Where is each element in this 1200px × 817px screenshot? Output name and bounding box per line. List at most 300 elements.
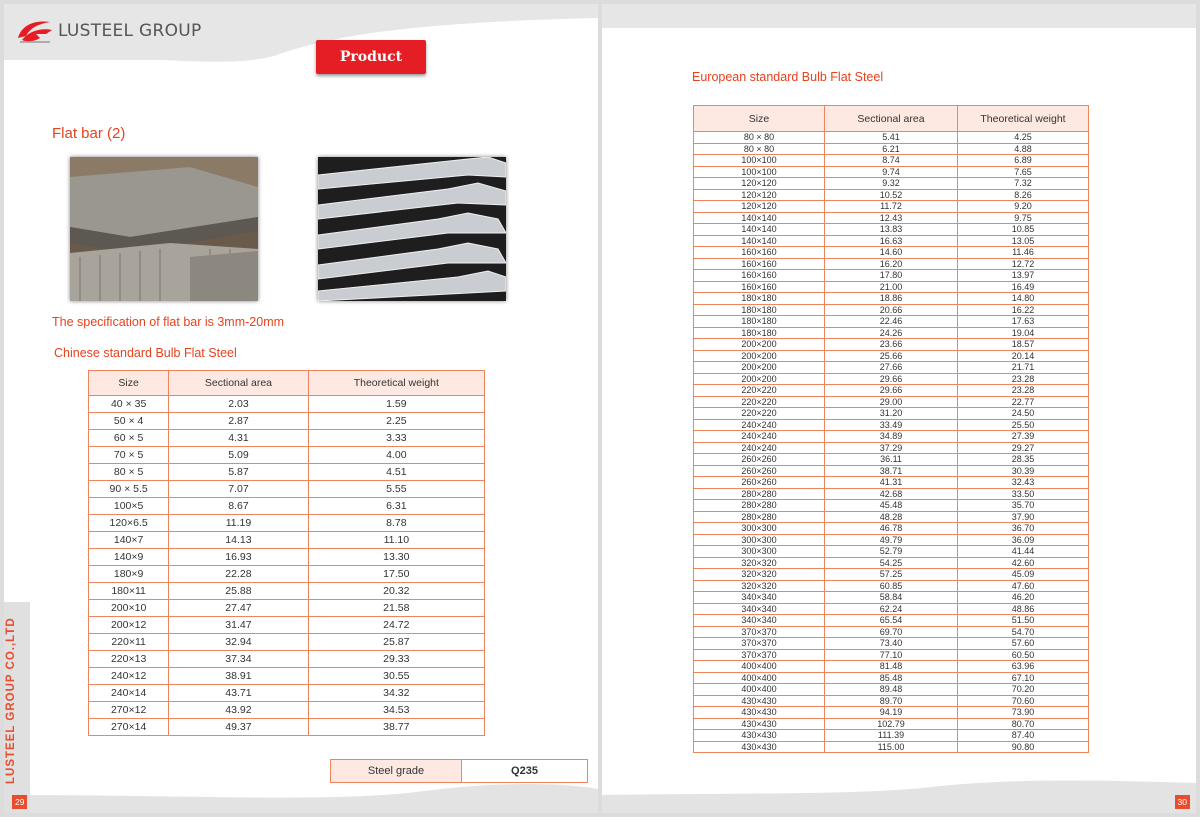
table-row bbox=[89, 447, 485, 464]
top-swoosh-decoration bbox=[602, 4, 1196, 64]
cell-size: 50 × 4 bbox=[89, 413, 169, 430]
table-row bbox=[89, 685, 485, 702]
cell-sectional-area: 102.79 bbox=[825, 718, 958, 730]
cell-theoretical-weight: 22.77 bbox=[958, 396, 1089, 408]
table-row bbox=[694, 695, 1089, 707]
table-row bbox=[694, 373, 1089, 385]
cell-theoretical-weight: 24.72 bbox=[308, 617, 484, 634]
cell-sectional-area: 9.32 bbox=[825, 178, 958, 190]
cell-sectional-area: 49.37 bbox=[169, 719, 308, 736]
cell-sectional-area: 54.25 bbox=[825, 557, 958, 569]
cell-size: 100×100 bbox=[694, 155, 825, 167]
cell-theoretical-weight: 21.58 bbox=[308, 600, 484, 617]
table-row bbox=[694, 615, 1089, 627]
spec-text: The specification of flat bar is 3mm-20mm bbox=[52, 315, 285, 329]
table-header-row bbox=[694, 106, 1089, 132]
cell-sectional-area: 33.49 bbox=[825, 419, 958, 431]
cell-sectional-area: 89.48 bbox=[825, 684, 958, 696]
cell-theoretical-weight: 12.72 bbox=[958, 258, 1089, 270]
cell-sectional-area: 42.68 bbox=[825, 488, 958, 500]
table-row bbox=[694, 189, 1089, 201]
table-row bbox=[89, 617, 485, 634]
table-row bbox=[694, 649, 1089, 661]
cell-size: 220×220 bbox=[694, 396, 825, 408]
cell-sectional-area: 89.70 bbox=[825, 695, 958, 707]
cell-sectional-area: 29.66 bbox=[825, 373, 958, 385]
cell-sectional-area: 58.84 bbox=[825, 592, 958, 604]
table-row bbox=[694, 293, 1089, 305]
table-row bbox=[331, 760, 588, 783]
table-row bbox=[694, 258, 1089, 270]
cell-theoretical-weight: 30.55 bbox=[308, 668, 484, 685]
table-row bbox=[694, 500, 1089, 512]
section-title: Flat bar (2) bbox=[52, 125, 126, 142]
cell-size: 140×140 bbox=[694, 235, 825, 247]
cell-theoretical-weight: 13.97 bbox=[958, 270, 1089, 282]
cell-sectional-area: 24.26 bbox=[825, 327, 958, 339]
cell-sectional-area: 111.39 bbox=[825, 730, 958, 742]
cell-size: 300×300 bbox=[694, 523, 825, 535]
cell-size: 370×370 bbox=[694, 649, 825, 661]
cell-size: 220×220 bbox=[694, 408, 825, 420]
cell-size: 320×320 bbox=[694, 557, 825, 569]
cell-size: 90 × 5.5 bbox=[89, 481, 169, 498]
table-row bbox=[89, 515, 485, 532]
table-row bbox=[694, 592, 1089, 604]
table-row bbox=[694, 603, 1089, 615]
table-row bbox=[89, 634, 485, 651]
cell-size: 430×430 bbox=[694, 730, 825, 742]
cell-size: 120×6.5 bbox=[89, 515, 169, 532]
cell-sectional-area: 45.48 bbox=[825, 500, 958, 512]
cell-theoretical-weight: 16.22 bbox=[958, 304, 1089, 316]
cell-size: 40 × 35 bbox=[89, 396, 169, 413]
table-row bbox=[694, 442, 1089, 454]
cell-theoretical-weight: 4.25 bbox=[958, 132, 1089, 144]
header-sectional-area: Sectional area bbox=[169, 371, 308, 396]
cell-sectional-area: 85.48 bbox=[825, 672, 958, 684]
cell-theoretical-weight: 18.57 bbox=[958, 339, 1089, 351]
cell-sectional-area: 27.47 bbox=[169, 600, 308, 617]
cell-size: 270×12 bbox=[89, 702, 169, 719]
cell-sectional-area: 43.71 bbox=[169, 685, 308, 702]
cell-sectional-area: 77.10 bbox=[825, 649, 958, 661]
cell-size: 370×370 bbox=[694, 626, 825, 638]
cell-theoretical-weight: 25.87 bbox=[308, 634, 484, 651]
table-row bbox=[694, 730, 1089, 742]
cell-sectional-area: 81.48 bbox=[825, 661, 958, 673]
cell-sectional-area: 21.00 bbox=[825, 281, 958, 293]
cell-theoretical-weight: 11.10 bbox=[308, 532, 484, 549]
cell-sectional-area: 16.93 bbox=[169, 549, 308, 566]
cell-sectional-area: 20.66 bbox=[825, 304, 958, 316]
cell-theoretical-weight: 14.80 bbox=[958, 293, 1089, 305]
table-row bbox=[694, 281, 1089, 293]
cell-size: 60 × 5 bbox=[89, 430, 169, 447]
chinese-bulb-flat-table bbox=[88, 370, 485, 736]
table-row bbox=[694, 569, 1089, 581]
cell-theoretical-weight: 17.63 bbox=[958, 316, 1089, 328]
cell-sectional-area: 69.70 bbox=[825, 626, 958, 638]
left-page bbox=[4, 4, 598, 813]
table-row bbox=[694, 327, 1089, 339]
cell-theoretical-weight: 5.55 bbox=[308, 481, 484, 498]
cell-sectional-area: 32.94 bbox=[169, 634, 308, 651]
table-row bbox=[694, 339, 1089, 351]
cell-theoretical-weight: 11.46 bbox=[958, 247, 1089, 259]
cell-theoretical-weight: 25.50 bbox=[958, 419, 1089, 431]
cell-theoretical-weight: 34.32 bbox=[308, 685, 484, 702]
cell-size: 220×13 bbox=[89, 651, 169, 668]
cell-size: 100×5 bbox=[89, 498, 169, 515]
cell-theoretical-weight: 21.71 bbox=[958, 362, 1089, 374]
cell-theoretical-weight: 7.32 bbox=[958, 178, 1089, 190]
cell-size: 400×400 bbox=[694, 661, 825, 673]
cell-sectional-area: 14.13 bbox=[169, 532, 308, 549]
table-row bbox=[694, 178, 1089, 190]
cell-size: 200×10 bbox=[89, 600, 169, 617]
cell-size: 370×370 bbox=[694, 638, 825, 650]
header-theoretical-weight: Theoretical weight bbox=[958, 106, 1089, 132]
table-row bbox=[694, 304, 1089, 316]
cell-theoretical-weight: 29.27 bbox=[958, 442, 1089, 454]
cell-size: 140×7 bbox=[89, 532, 169, 549]
cell-sectional-area: 38.71 bbox=[825, 465, 958, 477]
table-row bbox=[694, 362, 1089, 374]
cell-sectional-area: 94.19 bbox=[825, 707, 958, 719]
header-size: Size bbox=[89, 371, 169, 396]
cell-size: 160×160 bbox=[694, 281, 825, 293]
table-row bbox=[694, 477, 1089, 489]
cell-sectional-area: 57.25 bbox=[825, 569, 958, 581]
cell-theoretical-weight: 73.90 bbox=[958, 707, 1089, 719]
cell-theoretical-weight: 19.04 bbox=[958, 327, 1089, 339]
cell-sectional-area: 46.78 bbox=[825, 523, 958, 535]
table-row bbox=[694, 396, 1089, 408]
cell-sectional-area: 7.07 bbox=[169, 481, 308, 498]
table-row bbox=[694, 224, 1089, 236]
table-row bbox=[694, 511, 1089, 523]
cell-theoretical-weight: 29.33 bbox=[308, 651, 484, 668]
cell-size: 160×160 bbox=[694, 270, 825, 282]
table-row bbox=[694, 201, 1089, 213]
table-row bbox=[694, 523, 1089, 535]
header-size: Size bbox=[694, 106, 825, 132]
cell-theoretical-weight: 51.50 bbox=[958, 615, 1089, 627]
cell-size: 200×12 bbox=[89, 617, 169, 634]
table-row bbox=[694, 132, 1089, 144]
cell-sectional-area: 65.54 bbox=[825, 615, 958, 627]
cell-theoretical-weight: 7.65 bbox=[958, 166, 1089, 178]
cell-theoretical-weight: 33.50 bbox=[958, 488, 1089, 500]
table-row bbox=[694, 212, 1089, 224]
table-row bbox=[89, 583, 485, 600]
cell-size: 180×180 bbox=[694, 327, 825, 339]
cell-sectional-area: 22.46 bbox=[825, 316, 958, 328]
cell-sectional-area: 11.19 bbox=[169, 515, 308, 532]
cell-theoretical-weight: 32.43 bbox=[958, 477, 1089, 489]
cell-theoretical-weight: 4.00 bbox=[308, 447, 484, 464]
table-row bbox=[89, 702, 485, 719]
chinese-table-title: Chinese standard Bulb Flat Steel bbox=[54, 346, 237, 360]
cell-theoretical-weight: 90.80 bbox=[958, 741, 1089, 753]
cell-size: 180×180 bbox=[694, 293, 825, 305]
cell-size: 120×120 bbox=[694, 189, 825, 201]
european-table-body bbox=[694, 132, 1089, 753]
table-row bbox=[694, 626, 1089, 638]
cell-theoretical-weight: 2.25 bbox=[308, 413, 484, 430]
cell-sectional-area: 2.87 bbox=[169, 413, 308, 430]
cell-size: 80 × 80 bbox=[694, 143, 825, 155]
cell-sectional-area: 12.43 bbox=[825, 212, 958, 224]
cell-sectional-area: 16.20 bbox=[825, 258, 958, 270]
cell-size: 160×160 bbox=[694, 258, 825, 270]
table-row bbox=[694, 419, 1089, 431]
cell-sectional-area: 22.28 bbox=[169, 566, 308, 583]
table-row bbox=[89, 719, 485, 736]
company-logo bbox=[16, 18, 202, 44]
cell-size: 240×240 bbox=[694, 442, 825, 454]
table-row bbox=[694, 316, 1089, 328]
table-row bbox=[694, 454, 1089, 466]
cell-theoretical-weight: 23.28 bbox=[958, 373, 1089, 385]
cell-theoretical-weight: 3.33 bbox=[308, 430, 484, 447]
cell-theoretical-weight: 8.26 bbox=[958, 189, 1089, 201]
cell-sectional-area: 115.00 bbox=[825, 741, 958, 753]
cell-theoretical-weight: 6.31 bbox=[308, 498, 484, 515]
cell-theoretical-weight: 36.70 bbox=[958, 523, 1089, 535]
product-label-badge: Product bbox=[316, 40, 426, 74]
table-row bbox=[694, 408, 1089, 420]
table-row bbox=[89, 600, 485, 617]
cell-theoretical-weight: 35.70 bbox=[958, 500, 1089, 512]
table-row bbox=[694, 488, 1089, 500]
cell-size: 300×300 bbox=[694, 534, 825, 546]
cell-theoretical-weight: 13.30 bbox=[308, 549, 484, 566]
table-row bbox=[694, 247, 1089, 259]
table-row bbox=[694, 707, 1089, 719]
cell-size: 320×320 bbox=[694, 580, 825, 592]
cell-sectional-area: 6.21 bbox=[825, 143, 958, 155]
table-row bbox=[694, 270, 1089, 282]
table-row bbox=[694, 718, 1089, 730]
cell-size: 430×430 bbox=[694, 695, 825, 707]
cell-size: 220×220 bbox=[694, 385, 825, 397]
cell-sectional-area: 17.80 bbox=[825, 270, 958, 282]
cell-theoretical-weight: 24.50 bbox=[958, 408, 1089, 420]
cell-sectional-area: 34.89 bbox=[825, 431, 958, 443]
cell-size: 340×340 bbox=[694, 592, 825, 604]
table-row bbox=[694, 534, 1089, 546]
table-row bbox=[89, 668, 485, 685]
cell-sectional-area: 8.67 bbox=[169, 498, 308, 515]
table-row bbox=[694, 580, 1089, 592]
cell-size: 240×240 bbox=[694, 419, 825, 431]
table-row bbox=[694, 741, 1089, 753]
cell-theoretical-weight: 1.59 bbox=[308, 396, 484, 413]
cell-size: 80 × 5 bbox=[89, 464, 169, 481]
lusteel-logo-icon bbox=[16, 18, 54, 44]
cell-theoretical-weight: 63.96 bbox=[958, 661, 1089, 673]
cell-size: 100×100 bbox=[694, 166, 825, 178]
cell-sectional-area: 25.88 bbox=[169, 583, 308, 600]
cell-sectional-area: 2.03 bbox=[169, 396, 308, 413]
cell-sectional-area: 38.91 bbox=[169, 668, 308, 685]
side-company-name: LUSTEEL GROUP CO.,LTD bbox=[5, 617, 17, 784]
cell-size: 200×200 bbox=[694, 350, 825, 362]
cell-sectional-area: 73.40 bbox=[825, 638, 958, 650]
cell-theoretical-weight: 8.78 bbox=[308, 515, 484, 532]
table-row bbox=[694, 143, 1089, 155]
cell-sectional-area: 31.20 bbox=[825, 408, 958, 420]
cell-sectional-area: 14.60 bbox=[825, 247, 958, 259]
cell-theoretical-weight: 9.20 bbox=[958, 201, 1089, 213]
cell-sectional-area: 25.66 bbox=[825, 350, 958, 362]
cell-theoretical-weight: 60.50 bbox=[958, 649, 1089, 661]
cell-sectional-area: 8.74 bbox=[825, 155, 958, 167]
cell-sectional-area: 5.41 bbox=[825, 132, 958, 144]
right-page bbox=[602, 4, 1196, 813]
table-row bbox=[89, 396, 485, 413]
cell-theoretical-weight: 57.60 bbox=[958, 638, 1089, 650]
cell-theoretical-weight: 20.14 bbox=[958, 350, 1089, 362]
cell-sectional-area: 9.74 bbox=[825, 166, 958, 178]
cell-sectional-area: 5.87 bbox=[169, 464, 308, 481]
cell-theoretical-weight: 6.89 bbox=[958, 155, 1089, 167]
table-row bbox=[89, 464, 485, 481]
cell-size: 140×9 bbox=[89, 549, 169, 566]
steel-grade-table bbox=[330, 759, 588, 783]
cell-size: 240×240 bbox=[694, 431, 825, 443]
cell-sectional-area: 13.83 bbox=[825, 224, 958, 236]
cell-size: 430×430 bbox=[694, 718, 825, 730]
cell-size: 320×320 bbox=[694, 569, 825, 581]
table-row bbox=[89, 413, 485, 430]
table-row bbox=[89, 549, 485, 566]
cell-size: 280×280 bbox=[694, 500, 825, 512]
page-number-left: 29 bbox=[12, 795, 27, 809]
cell-sectional-area: 11.72 bbox=[825, 201, 958, 213]
cell-size: 260×260 bbox=[694, 454, 825, 466]
bulb-flat-steel-photo bbox=[318, 157, 506, 301]
cell-sectional-area: 52.79 bbox=[825, 546, 958, 558]
cell-theoretical-weight: 17.50 bbox=[308, 566, 484, 583]
cell-theoretical-weight: 36.09 bbox=[958, 534, 1089, 546]
table-row bbox=[694, 385, 1089, 397]
chinese-table-body bbox=[89, 396, 485, 736]
steel-grade-label: Steel grade bbox=[331, 760, 462, 783]
cell-sectional-area: 5.09 bbox=[169, 447, 308, 464]
table-row bbox=[89, 651, 485, 668]
cell-size: 120×120 bbox=[694, 201, 825, 213]
cell-size: 430×430 bbox=[694, 707, 825, 719]
cell-size: 240×14 bbox=[89, 685, 169, 702]
cell-size: 180×11 bbox=[89, 583, 169, 600]
cell-theoretical-weight: 28.35 bbox=[958, 454, 1089, 466]
cell-theoretical-weight: 87.40 bbox=[958, 730, 1089, 742]
cell-sectional-area: 16.63 bbox=[825, 235, 958, 247]
cell-sectional-area: 4.31 bbox=[169, 430, 308, 447]
cell-sectional-area: 41.31 bbox=[825, 477, 958, 489]
cell-size: 240×12 bbox=[89, 668, 169, 685]
cell-theoretical-weight: 70.20 bbox=[958, 684, 1089, 696]
cell-sectional-area: 18.86 bbox=[825, 293, 958, 305]
cell-theoretical-weight: 37.90 bbox=[958, 511, 1089, 523]
flat-bar-stack-photo bbox=[70, 157, 258, 301]
cell-theoretical-weight: 16.49 bbox=[958, 281, 1089, 293]
cell-sectional-area: 62.24 bbox=[825, 603, 958, 615]
cell-size: 160×160 bbox=[694, 247, 825, 259]
cell-theoretical-weight: 48.86 bbox=[958, 603, 1089, 615]
cell-sectional-area: 37.34 bbox=[169, 651, 308, 668]
table-row bbox=[694, 465, 1089, 477]
cell-size: 200×200 bbox=[694, 362, 825, 374]
cell-sectional-area: 48.28 bbox=[825, 511, 958, 523]
cell-size: 280×280 bbox=[694, 488, 825, 500]
table-row bbox=[694, 235, 1089, 247]
table-row bbox=[694, 166, 1089, 178]
cell-theoretical-weight: 4.88 bbox=[958, 143, 1089, 155]
cell-size: 180×180 bbox=[694, 316, 825, 328]
cell-theoretical-weight: 47.60 bbox=[958, 580, 1089, 592]
cell-sectional-area: 60.85 bbox=[825, 580, 958, 592]
table-row bbox=[694, 546, 1089, 558]
cell-theoretical-weight: 13.05 bbox=[958, 235, 1089, 247]
cell-sectional-area: 10.52 bbox=[825, 189, 958, 201]
cell-theoretical-weight: 20.32 bbox=[308, 583, 484, 600]
cell-sectional-area: 27.66 bbox=[825, 362, 958, 374]
cell-theoretical-weight: 42.60 bbox=[958, 557, 1089, 569]
table-row bbox=[89, 566, 485, 583]
cell-size: 220×11 bbox=[89, 634, 169, 651]
cell-theoretical-weight: 45.09 bbox=[958, 569, 1089, 581]
cell-size: 340×340 bbox=[694, 603, 825, 615]
cell-sectional-area: 37.29 bbox=[825, 442, 958, 454]
cell-theoretical-weight: 30.39 bbox=[958, 465, 1089, 477]
european-table-title: European standard Bulb Flat Steel bbox=[692, 70, 884, 84]
cell-theoretical-weight: 23.28 bbox=[958, 385, 1089, 397]
table-row bbox=[694, 350, 1089, 362]
cell-theoretical-weight: 9.75 bbox=[958, 212, 1089, 224]
cell-size: 140×140 bbox=[694, 212, 825, 224]
cell-sectional-area: 29.00 bbox=[825, 396, 958, 408]
steel-grade-value: Q235 bbox=[462, 760, 588, 783]
table-row bbox=[89, 481, 485, 498]
cell-size: 80 × 80 bbox=[694, 132, 825, 144]
cell-size: 400×400 bbox=[694, 684, 825, 696]
table-row bbox=[694, 557, 1089, 569]
cell-sectional-area: 29.66 bbox=[825, 385, 958, 397]
table-row bbox=[89, 430, 485, 447]
table-header-row bbox=[89, 371, 485, 396]
cell-theoretical-weight: 67.10 bbox=[958, 672, 1089, 684]
cell-size: 120×120 bbox=[694, 178, 825, 190]
cell-sectional-area: 31.47 bbox=[169, 617, 308, 634]
cell-theoretical-weight: 41.44 bbox=[958, 546, 1089, 558]
table-row bbox=[694, 661, 1089, 673]
cell-theoretical-weight: 10.85 bbox=[958, 224, 1089, 236]
cell-theoretical-weight: 80.70 bbox=[958, 718, 1089, 730]
cell-theoretical-weight: 70.60 bbox=[958, 695, 1089, 707]
table-row bbox=[694, 638, 1089, 650]
cell-theoretical-weight: 27.39 bbox=[958, 431, 1089, 443]
table-row bbox=[694, 672, 1089, 684]
cell-size: 300×300 bbox=[694, 546, 825, 558]
cell-theoretical-weight: 54.70 bbox=[958, 626, 1089, 638]
header-theoretical-weight: Theoretical weight bbox=[308, 371, 484, 396]
cell-size: 260×260 bbox=[694, 465, 825, 477]
cell-size: 260×260 bbox=[694, 477, 825, 489]
